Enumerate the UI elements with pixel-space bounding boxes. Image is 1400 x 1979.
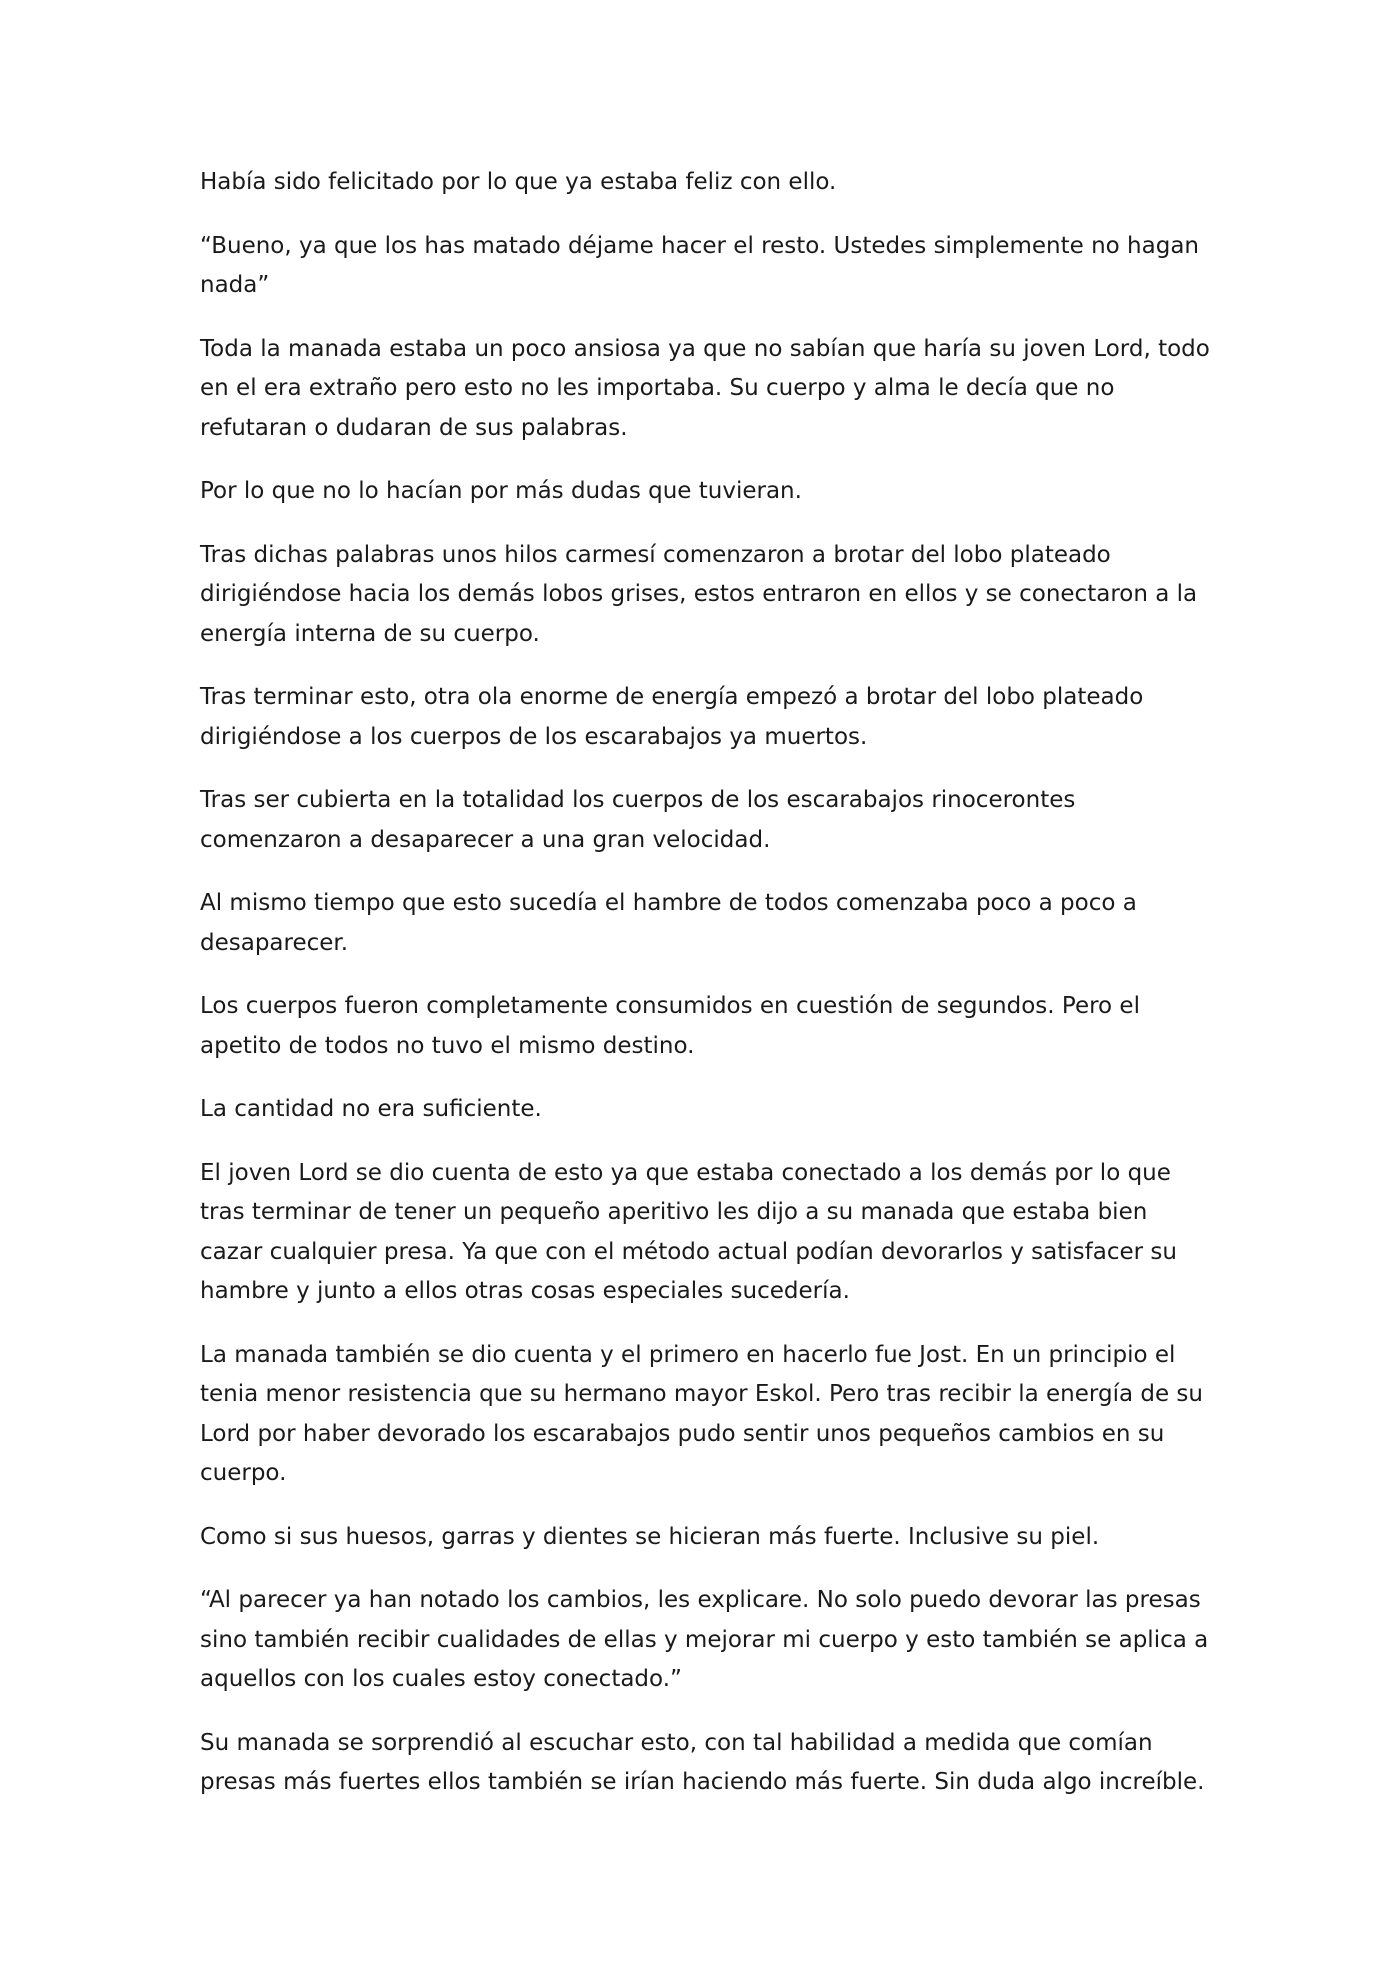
paragraph [200, 1581, 1210, 1700]
paragraph [200, 884, 1210, 963]
paragraph [200, 536, 1210, 655]
paragraph [200, 1518, 1210, 1558]
paragraph [200, 1154, 1210, 1312]
body-text [200, 163, 1210, 1827]
paragraph [200, 227, 1210, 306]
paragraph [200, 330, 1210, 449]
paragraph [200, 472, 1210, 512]
text-line: nada” [200, 272, 270, 298]
text-line: “Bueno, ya que los has matado déjame hacer el resto. Ustedes simplemente no hagan [200, 232, 1199, 259]
paragraph [200, 678, 1210, 757]
text-line: en el era extraño pero esto no les importaba. Su cuerpo y alma le decía que no [200, 375, 1115, 401]
text-line: Lord por haber devorado los escarabajos pudo sentir unos pequeños cambios en su [200, 1420, 1165, 1447]
text-line: La cantidad no era suficiente. [200, 1096, 542, 1122]
text-line: tenia menor resistencia que su hermano mayor Eskol. Pero tras recibir la energía de su [200, 1381, 1203, 1407]
paragraph [200, 163, 1210, 203]
text-line: “Al parecer ya han notado los cambios, les explicare. No solo puedo devorar las presas [200, 1587, 1201, 1613]
text-line: Toda la manada estaba un poco ansiosa ya que no sabían que haría su joven Lord, todo [200, 335, 1210, 362]
text-line: Tras terminar esto, otra ola enorme de energía empezó a brotar del lobo plateado [200, 684, 1144, 710]
text-line: presas más fuertes ellos también se irían haciendo más fuerte. Sin duda algo increíble. [200, 1769, 1205, 1795]
text-line: cuerpo. [200, 1460, 287, 1486]
text-line: Como si sus huesos, garras y dientes se hicieran más fuerte. Inclusive su piel. [200, 1523, 1100, 1550]
text-line: Tras dichas palabras unos hilos carmesí comenzaron a brotar del lobo plateado [200, 541, 1111, 568]
text-line: cazar cualquier presa. Ya que con el método actual podían devorarlos y satisfacer su [200, 1238, 1177, 1265]
text-line: Tras ser cubierta en la totalidad los cuerpos de los escarabajos rinocerontes [200, 787, 1076, 813]
text-line: Su manada se sorprendió al escuchar esto, con tal habilidad a medida que comían [200, 1729, 1153, 1756]
paragraph [200, 1724, 1210, 1803]
paragraph [200, 1090, 1210, 1130]
text-line: Había sido felicitado por lo que ya estaba feliz con ello. [200, 169, 837, 195]
text-line: dirigiéndose a los cuerpos de los escarabajos ya muertos. [200, 723, 868, 750]
text-line: refutaran o dudaran de sus palabras. [200, 414, 628, 441]
text-line: comenzaron a desaparecer a una gran velocidad. [200, 826, 771, 853]
text-line: apetito de todos no tuvo el mismo destino. [200, 1032, 695, 1059]
text-line: Los cuerpos fueron completamente consumidos en cuestión de segundos. Pero el [200, 993, 1140, 1019]
text-line: Por lo que no lo hacían por más dudas que tuvieran. [200, 478, 802, 504]
text-line: Al mismo tiempo que esto sucedía el hambre de todos comenzaba poco a poco a [200, 890, 1137, 916]
text-line: La manada también se dio cuenta y el primero en hacerlo fue Jost. En un principio el [200, 1341, 1176, 1368]
text-line: aquellos con los cuales estoy conectado.” [200, 1666, 682, 1692]
text-line: dirigiéndose hacia los demás lobos grises, estos entraron en ellos y se conectaron a la [200, 581, 1198, 607]
text-line: tras terminar de tener un pequeño aperitivo les dijo a su manada que estaba bien [200, 1199, 1148, 1225]
text-line: energía interna de su cuerpo. [200, 620, 540, 647]
paragraph [200, 1336, 1210, 1494]
text-line: hambre y junto a ellos otras cosas especiales sucedería. [200, 1278, 850, 1304]
text-line: El joven Lord se dio cuenta de esto ya que estaba conectado a los demás por lo que [200, 1159, 1171, 1186]
paragraph [200, 987, 1210, 1066]
text-line: desaparecer. [200, 929, 349, 956]
text-line: sino también recibir cualidades de ellas y mejorar mi cuerpo y esto también se aplica a [200, 1626, 1209, 1653]
paragraph [200, 781, 1210, 860]
